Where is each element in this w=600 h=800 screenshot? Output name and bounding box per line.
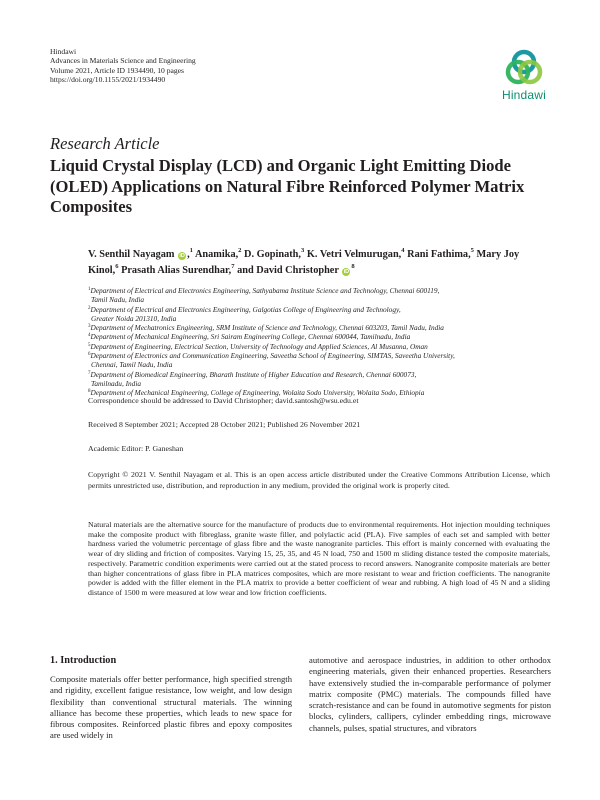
affiliation-text: Department of Biomedical Engineering, Bharath Institute of Higher Education and Research, Chennai 600073,: [90, 369, 417, 379]
journal-meta: [50, 47, 196, 85]
author-affiliation-number: 4: [401, 247, 405, 254]
author-name: D. Gopinath,: [244, 249, 301, 260]
academic-editor: Academic Editor: P. Ganeshan: [88, 444, 184, 453]
author-name: Anamika,: [194, 249, 239, 260]
affiliation-item: [88, 286, 550, 305]
abstract-text: Natural materials are the alternative source for the manufacture of products due to environmental requirements. Hot injection moulding techniques make the composite product with fibreglass, granite waste filler, and polylactic acid (PLA). Five samples of each set and sampled with better hardness varied the volumetric percentage of glass fibre and the waste nanogranite particles. This effort is mainly concerned with evaluating the wear of dry sliding and friction of composites. Varying 15, 25, 35, and 45 N load, 750 and 1500 m sliding distance tested the composite materials, respectively. Parametric condition experiments were carried out at the stated process to record answers. Nanogranite composite materials are better than higher concentrations of glass fibre in PLA matrices composites, which are more resistant to wear and friction coefficients. The nanogranite powder is added with the filler element in the PLA matrix to provide a better coefficient of wear and rubbing. A high load of 45 N and a sliding distance of 1500 m were measured at low wear and low friction coefficients.: [88, 520, 550, 597]
author-affiliation-number: 5: [470, 247, 474, 254]
volume-info: Volume 2021, Article ID 1934490, 10 pages: [50, 65, 184, 75]
publication-dates: Received 8 September 2021; Accepted 28 October 2021; Published 26 November 2021: [88, 420, 361, 429]
author-affiliation-number: 3: [300, 247, 305, 254]
affiliation-item: [88, 351, 550, 370]
author-name: Prasath Alias Surendhar,: [121, 265, 232, 276]
affiliation-item: [88, 305, 550, 324]
author-affiliation-number: 6: [115, 263, 119, 270]
affiliation-text: Department of Electrical and Electronics Engineering, Galgotias College of Engineering and Technology,: [90, 304, 401, 314]
affiliation-number: 5: [88, 342, 91, 348]
journal-name: Advances in Materials Science and Engineering: [50, 56, 196, 66]
intro-column-right: automotive and aerospace industries, in addition to other orthodox engineering materials, given their enhanced properties. Researchers have extensively studied the in-comparable performance of polymer matrix composite (PMC) materials. The compounds filled have scratch-resistance and can be found in automotive segments for piston blocks, cylinders, callipers, cylinder embedding rings, microwave channels, pulses, spatial structures, and vibrators: [309, 655, 551, 733]
affiliation-number: 4: [88, 333, 91, 339]
affiliation-text: Department of Mechanical Engineering, College of Engineering, Wolaita Sodo University, Wolaita Sodo, Ethiopia: [90, 388, 425, 398]
correspondence-note: Correspondence should be addressed to David Christopher; david.santosh@wsu.edu.et: [88, 396, 359, 405]
affiliation-text: Department of Mechanical Engineering, Sri Sairam Engineering College, Chennai 600044, Tamilnadu, India: [90, 332, 411, 342]
affiliation-text: Department of Engineering, Electrical Section, University of Technology and Applied Sciences, Al Musanna, Oman: [90, 341, 428, 351]
affiliation-item: [88, 370, 550, 389]
affiliation-item: [88, 323, 550, 332]
intro-column-left: Composite materials offer better performance, high specified strength and rigidity, excellent fatigue resistance, low weight, and low design flexibility than conventional structural materials. The winning alliance has become these properties, which leads to new space for fibrous composites. Reinforced plastic fibres and epoxy composites are used widely in: [50, 674, 292, 741]
affiliation-text: Department of Electronics and Communication Engineering, Saveetha School of Engineering, SIMTAS, Saveetha University,: [90, 351, 455, 361]
affiliation-text: Department of Electrical and Electronics Engineering, Sathyabama Institute Science and Technology, Chennai 600119,: [90, 286, 440, 295]
affiliation-number: 3: [88, 324, 91, 330]
affiliation-number: 1: [88, 287, 91, 292]
author-name: Mary Joy Kinol,: [88, 249, 520, 276]
author-affiliation-number: 7: [231, 263, 235, 270]
doi-link[interactable]: https://doi.org/10.1155/2021/1934490: [50, 75, 166, 85]
affiliation-item: [88, 342, 550, 351]
author-affiliation-number: 2: [238, 247, 242, 254]
affiliation-text-continued: Tamil Nadu, India: [91, 295, 145, 305]
affiliation-text-continued: Greater Noida 201310, India: [91, 313, 177, 323]
publisher-name: Hindawi: [50, 47, 77, 56]
logo-text: Hindawi: [501, 88, 547, 102]
hindawi-logo-icon: [504, 47, 544, 87]
author-name: Rani Fathima,: [407, 249, 471, 260]
orcid-icon[interactable]: iD: [343, 269, 350, 275]
affiliation-number: 8: [88, 389, 91, 395]
hindawi-logo: [497, 47, 551, 102]
section-heading-introduction: 1. Introduction: [50, 655, 117, 666]
affiliation-number: 2: [88, 305, 91, 311]
author-name: V. Senthil Nayagam: [88, 249, 175, 260]
affiliation-list: [88, 286, 550, 398]
author-list: V. Senthil Nayagam iD ,$^1$ Anamika,$^2$ D. Gopinath,$^3$ K. Vetri Velmurugan,$^4$ Rani Fathima,$^5$ Mary Joy Kinol,$^6$ Prasath Alias Surendhar,$^7$ and David Christopher $iD^8$: [88, 247, 520, 276]
affiliation-text-continued: Chennai, Tamil Nadu, India: [91, 360, 173, 370]
author-affiliation-number: 8: [351, 263, 355, 270]
author-affiliation-number: 1: [189, 247, 193, 254]
affiliation-number: 7: [88, 370, 91, 376]
affiliation-number: 6: [88, 352, 91, 358]
author-name: K. Vetri Velmurugan,: [306, 249, 402, 260]
affiliation-text-continued: Tamilnadu, India: [91, 378, 142, 388]
orcid-icon[interactable]: iD: [179, 253, 185, 259]
affiliation-text: Department of Mechatronics Engineering, SRM Institute of Science and Technology, Chennai 603203, Tamil Nadu, India: [90, 323, 444, 333]
copyright-notice: Copyright © 2021 V. Senthil Nayagam et al. This is an open access article distributed under the Creative Commons Attribution License, which permits unrestricted use, distribution, and reproduction in any medium, provided the original work is properly cited.: [88, 470, 550, 490]
article-title: Liquid Crystal Display (LCD) and Organic Light Emitting Diode (OLED) Applications on Natural Fibre Reinforced Polymer Matrix Composites: [50, 156, 525, 217]
author-name: and David Christopher: [237, 265, 339, 276]
affiliation-item: [88, 332, 550, 341]
article-type: Research Article: [50, 134, 160, 153]
